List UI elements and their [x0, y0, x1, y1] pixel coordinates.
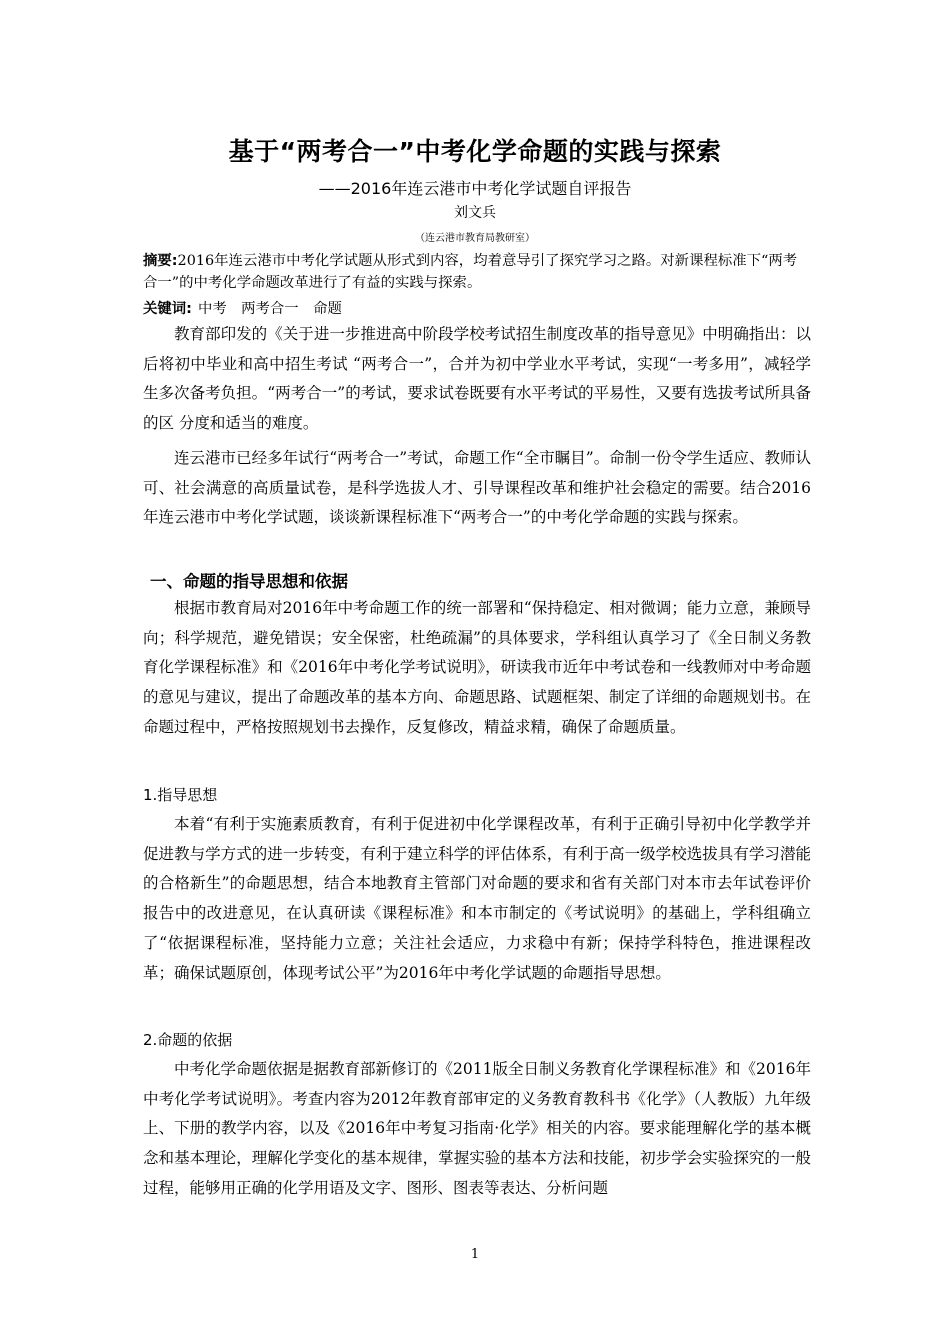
- subsection-2-paragraph: 中考化学命题依据是据教育部新修订的《2011版全日制义务教育化学课程标准》和《2016年中考化学考试说明》。考查内容为2012年教育部审定的义务教育教科书《化学》（人教版）九年级上、下册的教学内容，以及《2016年中考复习指南·化学》相关的内容。要求能理解化学的基本概念和基本理论，理解化学变化的基本规律，掌握实验的基本方法和技能，初步学会实验探究的一般过程，能够用正确的化学用语及文字、图形、图表等表达、分析问题: [143, 1060, 811, 1197]
- subsection-1-paragraph: 本着“有利于实施素质教育，有利于促进初中化学课程改革，有利于正确引导初中化学教学并促进教与学方式的进一步转变，有利于建立科学的评估体系，有利于高一级学校选拔具有学习潜能的合格新生”的命题思想，结合本地教育主管部门对命题的要求和省有关部门对本市去年试卷评价报告中的改进意见，在认真研读《课程标准》和本市制定的《考试说明》的基础上，学科组确立了“依据课程标准，坚持能力立意；关注社会适应，力求稳中有新；保持学科特色，推进课程改革；确保试题原创，体现考试公平”为2016年中考化学试题的命题指导思想。: [143, 815, 811, 982]
- document-title: 基于“两考合一”中考化学命题的实践与探索: [228, 137, 722, 166]
- document-subtitle: ——2016年连云港市中考化学试题自评报告: [318, 179, 632, 198]
- section-heading-1: 一、命题的指导思想和依据: [150, 572, 348, 591]
- subsection-1-body: [143, 810, 811, 988]
- section-1-body: [143, 594, 811, 743]
- abstract: [143, 250, 811, 294]
- intro-section: [143, 320, 811, 533]
- keywords-text: 中考 两考合一 命题: [197, 301, 342, 317]
- author-affiliation: （连云港市教育局教研室）: [415, 233, 535, 244]
- subsection-heading-2: 2.命题的依据: [143, 1031, 233, 1049]
- page-number: 1: [470, 1247, 480, 1262]
- section-1-paragraph: 根据市教育局对2016年中考命题工作的统一部署和“保持稳定、相对微调；能力立意，兼顾导向；科学规范，避免错误；安全保密，杜绝疏漏”的具体要求，学科组认真学习了《全日制义务教育化学课程标准》和《2016年中考化学考试说明》，研读我市近年中考试卷和一线教师对中考命题的意见与建议，提出了命题改革的基本方向、命题思路、试题框架、制定了详细的命题规划书。在命题过程中，严格按照规划书去操作，反复修改，精益求精，确保了命题质量。: [143, 599, 811, 736]
- subsection-2-body: [143, 1055, 811, 1204]
- author-name: 刘文兵: [454, 205, 496, 221]
- intro-paragraph-1: 教育部印发的《关于进一步推进高中阶段学校考试招生制度改革的指导意见》中明确指出：以后将初中毕业和高中招生考试 “两考合一”，合并为初中学业水平考试，实现“一考多用”，减轻学生多次备考负担。“两考合一”的考试，要求试卷既要有水平考试的平易性，又要有选拔考试所具备的区 分度和适当的难度。: [143, 325, 811, 433]
- abstract-text: 2016年连云港市中考化学试题从形式到内容，均着意导引了探究学习之路。对新课程标准下“两考合一”的中考化学命题改革进行了有益的实践与探索。: [143, 253, 798, 291]
- keywords: [143, 298, 811, 320]
- intro-paragraph-2: 连云港市已经多年试行“两考合一”考试，命题工作“全市瞩目”。命制一份令学生适应、教师认可、社会满意的高质量试卷，是科学选拔人才、引导课程改革和维护社会稳定的需要。结合2016年连云港市中考化学试题，谈谈新课程标准下“两考合一”的中考化学命题的实践与探索。: [143, 448, 811, 527]
- abstract-label: 摘要:: [143, 253, 178, 269]
- keywords-label: 关键词:: [143, 301, 192, 317]
- subsection-heading-1: 1.指导思想: [143, 786, 218, 804]
